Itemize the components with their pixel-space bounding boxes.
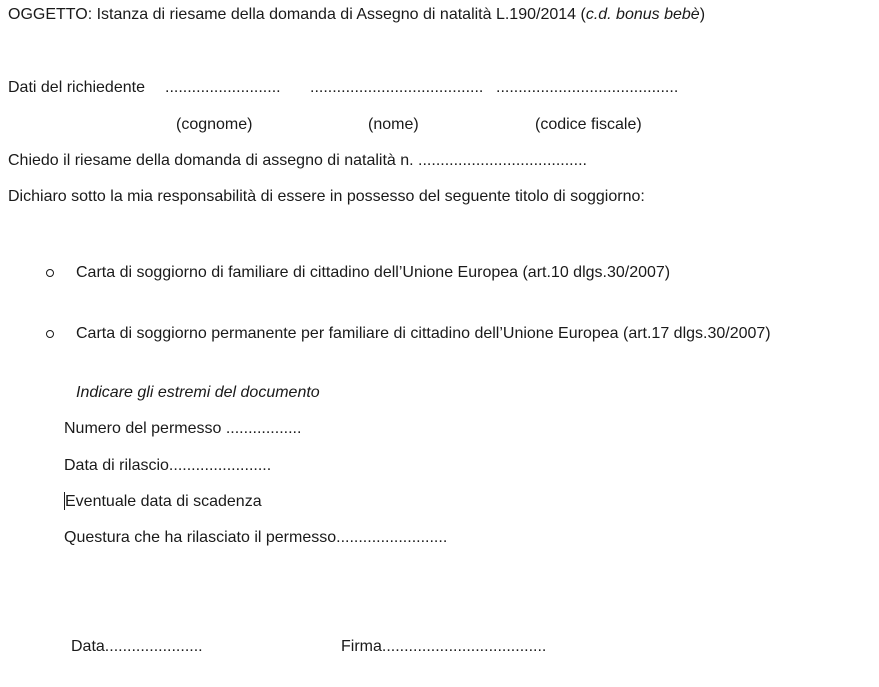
- tax-code-field[interactable]: .........................................: [496, 79, 679, 96]
- option-2-bullet-icon[interactable]: [46, 330, 54, 338]
- subject-prefix: OGGETTO: Istanza di riesame della domanda di Assegno di natalità L.190/2014 (: [8, 6, 586, 23]
- review-request: Chiedo il riesame della domanda di assegno di natalità n. ......................................: [8, 152, 587, 169]
- subject-line: [8, 5, 705, 25]
- issue-date-field[interactable]: Data di rilascio.......................: [64, 457, 272, 474]
- caption-surname: (cognome): [176, 116, 253, 133]
- signature-field[interactable]: Firma.....................................: [341, 638, 547, 655]
- expiry-date-field[interactable]: Eventuale data di scadenza: [65, 493, 262, 510]
- surname-field[interactable]: ..........................: [165, 79, 281, 96]
- issuing-office-field[interactable]: Questura che ha rilasciato il permesso.........................: [64, 529, 448, 546]
- caption-name: (nome): [368, 116, 419, 133]
- applicant-label: Dati del richiedente: [8, 79, 145, 96]
- declaration: Dichiaro sotto la mia responsabilità di essere in possesso del seguente titolo di soggiorno:: [8, 188, 645, 205]
- document-details-heading: Indicare gli estremi del documento: [76, 384, 320, 401]
- date-field[interactable]: Data......................: [71, 638, 203, 655]
- option-2-label: Carta di soggiorno permanente per familiare di cittadino dell’Unione Europea (art.17 dlgs.30/2007): [76, 325, 771, 342]
- option-1-label: Carta di soggiorno di familiare di cittadino dell’Unione Europea (art.10 dlgs.30/2007): [76, 264, 671, 281]
- caption-tax-code: (codice fiscale): [535, 116, 642, 133]
- option-1-bullet-icon[interactable]: [46, 269, 54, 277]
- permit-number-field[interactable]: Numero del permesso .................: [64, 420, 302, 437]
- subject-suffix: ): [699, 6, 706, 23]
- subject-italic: c.d. bonus bebè: [585, 6, 700, 23]
- name-field[interactable]: .......................................: [310, 79, 484, 96]
